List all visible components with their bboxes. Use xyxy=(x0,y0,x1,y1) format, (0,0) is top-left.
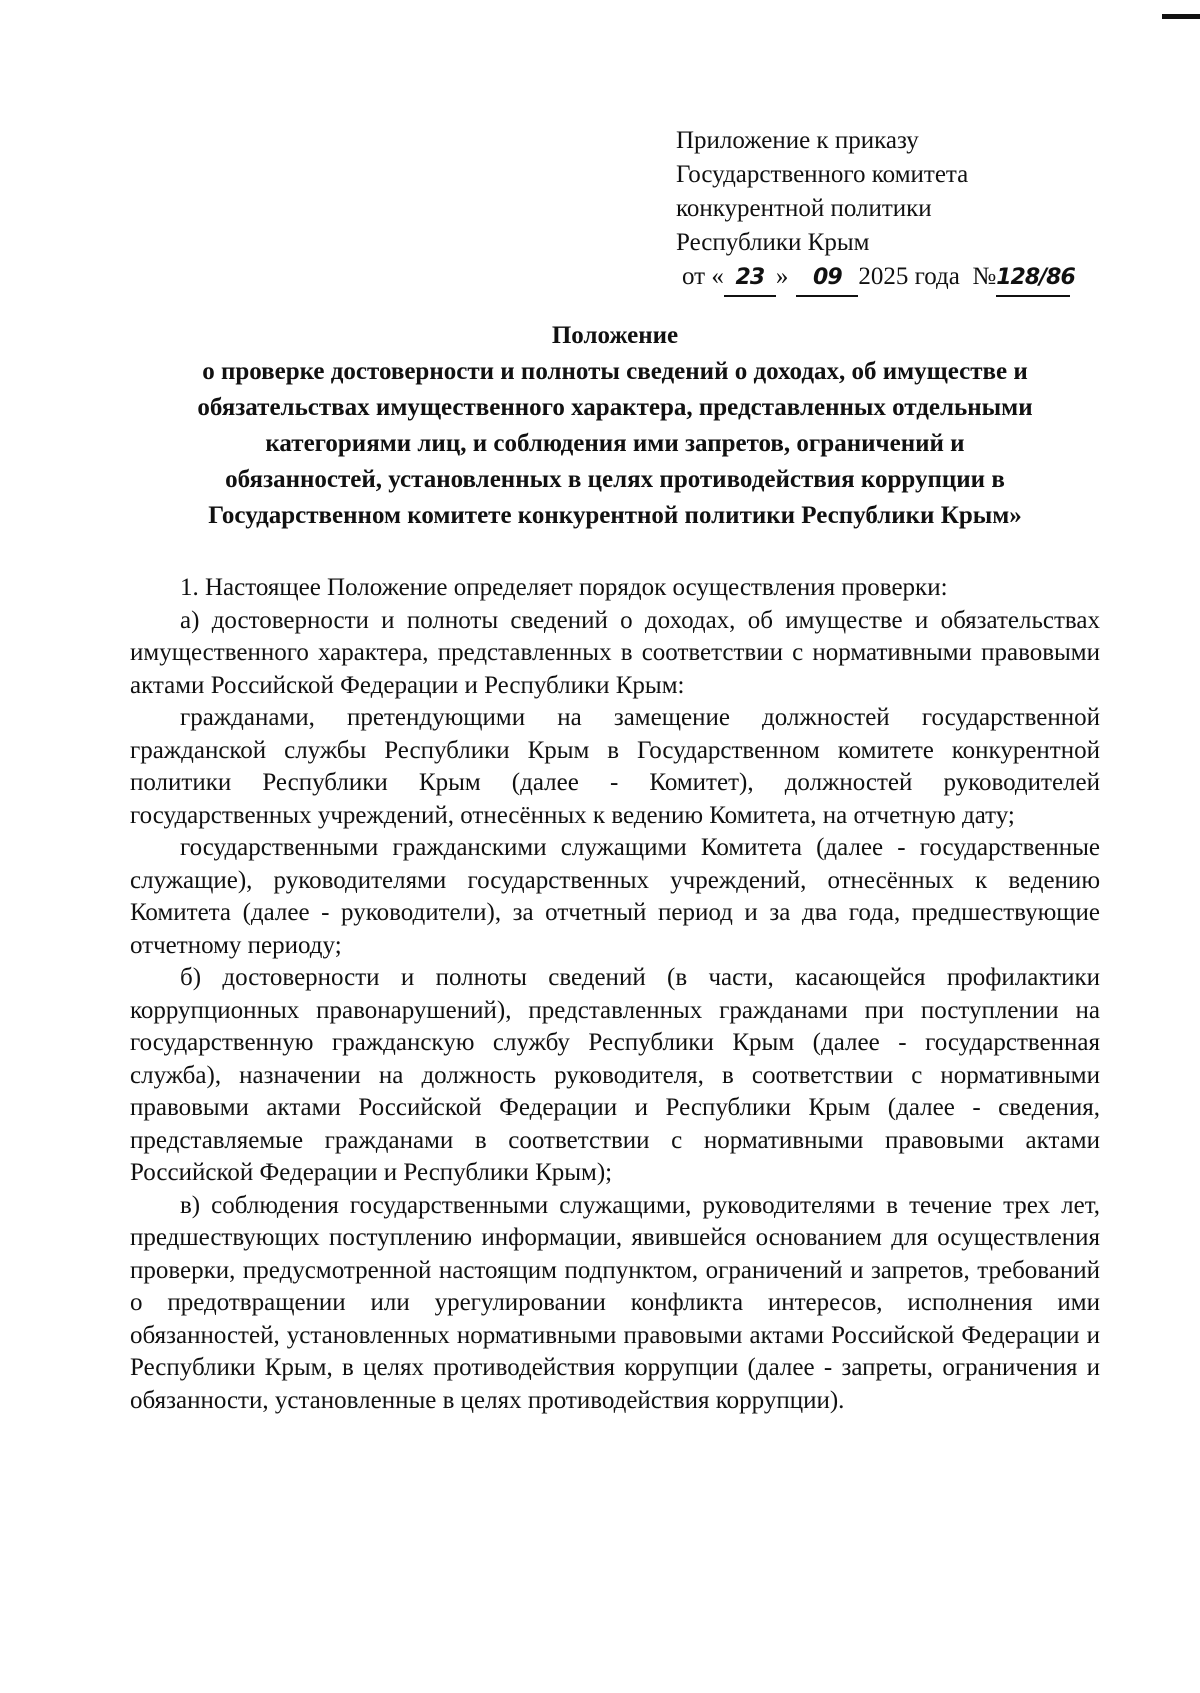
title-subtitle-line: о проверке достоверности и полноты сведений о доходах, об имуществе и xyxy=(202,358,1028,385)
body-paragraph: а) достоверности и полноты сведений о доходах, об имуществе и обязательствах имущественного характера, представленных в соответствии с нормативными правовыми актами Российской Федерации и Республики Крым: xyxy=(130,606,1100,699)
title-subtitle-line: категориями лиц, и соблюдения ими запретов, ограничений и xyxy=(265,430,965,457)
document-title xyxy=(120,318,1110,534)
title-subtitle-line: Государственном комитете конкурентной политики Республики Крым» xyxy=(208,502,1022,529)
handwritten-month: 09 xyxy=(796,261,858,297)
title-subtitle-line: обязанностей, установленных в целях противодействия коррупции в xyxy=(225,466,1005,493)
body-paragraph: государственными гражданскими служащими Комитета (далее - государственные служащие), руководителями государственных учреждений, отнесённых к ведению Комитета (далее - руководители), за отчетный период и за два года, предшествующие отчетному периоду; xyxy=(130,834,1100,959)
handwritten-order-number: 128/86 xyxy=(996,261,1070,297)
appendix-line: Приложение к приказу xyxy=(676,127,919,154)
date-year: 2025 года xyxy=(858,263,960,290)
number-sign: № xyxy=(972,263,997,290)
handwritten-day: 23 xyxy=(724,261,776,297)
body-paragraph: гражданами, претендующими на замещение должностей государственной гражданской службы Республики Крым в Государственном комитете конкурентной политики Республики Крым (далее - Комитет), должностей руководителей государственных учреждений, отнесённых к ведению Комитета, на отчетную дату; xyxy=(130,704,1100,829)
appendix-line: Республики Крым xyxy=(676,229,870,256)
appendix-line: Государственного комитета xyxy=(676,161,969,188)
order-date-line xyxy=(676,260,1176,297)
title-subtitle-line: обязательствах имущественного характера, представленных отдельными xyxy=(197,394,1033,421)
appendix-line: конкурентной политики xyxy=(676,195,932,222)
date-prefix: от « xyxy=(682,263,724,290)
body-paragraph: б) достоверности и полноты сведений (в части, касающейся профилактики коррупционных правонарушений), представленных гражданами при поступлении на государственную гражданскую службу Республики Крым (далее - государственная служба), назначении на должность руководителя, в соответствии с нормативными правовыми актами Российской Федерации и Республики Крым (далее - сведения, представляемые гражданами в соответствии с нормативными правовыми актами Российской Федерации и Республики Крым); xyxy=(130,964,1100,1186)
document-body xyxy=(130,572,1100,1417)
appendix-header xyxy=(676,124,1176,297)
body-paragraph: 1. Настоящее Положение определяет порядок осуществления проверки: xyxy=(180,574,948,601)
body-paragraph: в) соблюдения государственными служащими, руководителями в течение трех лет, предшествующих поступлению информации, явившейся основанием для осуществления проверки, предусмотренной настоящим подпунктом, ограничений и запретов, требований о предотвращении или урегулировании конфликта интересов, исполнения ими обязанностей, установленных нормативными правовыми актами Российской Федерации и Республики Крым, в целях противодействия коррупции (далее - запреты, ограничения и обязанности, установленные в целях противодействия коррупции). xyxy=(130,1191,1100,1414)
date-quote-close: » xyxy=(775,263,789,290)
title-heading: Положение xyxy=(551,322,679,349)
scan-edge-mark xyxy=(1162,14,1200,19)
